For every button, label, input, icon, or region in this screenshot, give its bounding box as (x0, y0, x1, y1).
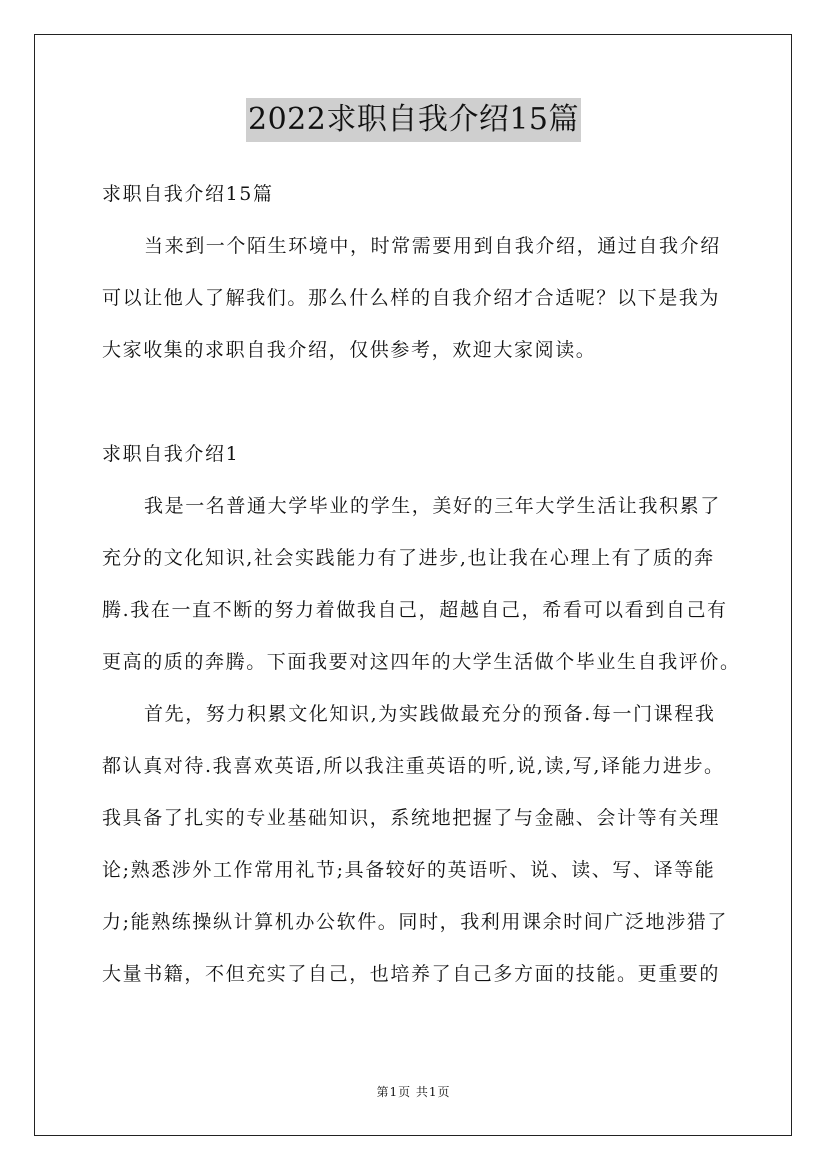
document-subtitle: 求职自我介绍15篇 (102, 183, 274, 205)
paragraph-line: 我具备了扎实的专业基础知识，系统地把握了与金融、会计等有关理 (102, 807, 721, 829)
document-body (102, 170, 742, 1002)
section-heading: 求职自我介绍1 (102, 443, 240, 465)
paragraph-line: 我是一名普通大学毕业的学生，美好的三年大学生活让我积累了 (144, 495, 721, 517)
intro-line: 可以让他人了解我们。那么什么样的自我介绍才合适呢？以下是我为 (102, 287, 721, 309)
paragraph-line: 腾.我在一直不断的努力着做我自己，超越自己，希看可以看到自己有 (102, 599, 728, 621)
page-footer: 第1页 共1页 (376, 1085, 451, 1099)
paragraph-line: 力;能熟练操纵计算机办公软件。同时，我利用课余时间广泛地涉猎了 (102, 911, 729, 933)
intro-line: 当来到一个陌生环境中，时常需要用到自我介绍，通过自我介绍 (144, 235, 721, 257)
paragraph-spacer (102, 378, 742, 430)
paragraph-line: 充分的文化知识,社会实践能力有了进步,也让我在心理上有了质的奔 (102, 547, 715, 569)
paragraph-line: 大量书籍，不但充实了自己，也培养了自己多方面的技能。更重要的 (102, 963, 721, 985)
paragraph-line: 论;熟悉涉外工作常用礼节;具备较好的英语听、说、读、写、译等能 (102, 859, 716, 881)
intro-line: 大家收集的求职自我介绍，仅供参考，欢迎大家阅读。 (102, 339, 597, 361)
title-container (0, 98, 827, 142)
document-title: 2022求职自我介绍15篇 (246, 98, 581, 142)
paragraph-line: 都认真对待.我喜欢英语,所以我注重英语的听,说,读,写,译能力进步。 (102, 755, 725, 777)
paragraph-line: 更高的质的奔腾。下面我要对这四年的大学生活做个毕业生自我评价。 (102, 651, 741, 673)
paragraph-line: 首先，努力积累文化知识,为实践做最充分的预备.每一门课程我 (144, 703, 716, 725)
